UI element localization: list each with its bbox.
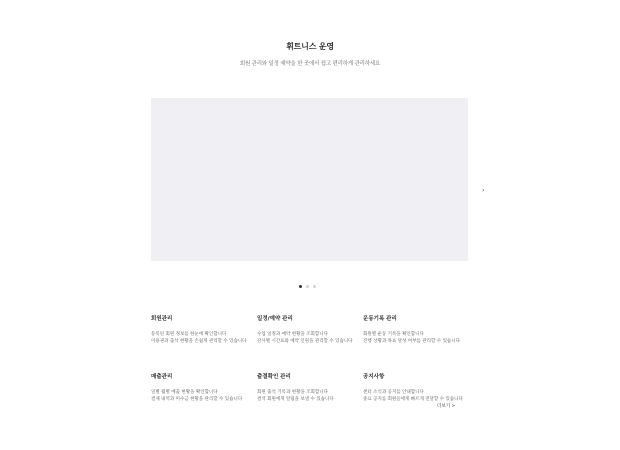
feature-title: 회원관리	[151, 316, 173, 322]
more-link[interactable]: 더보기 >	[437, 404, 456, 409]
feature-title: 일정/예약 관리	[257, 316, 293, 322]
carousel-dot[interactable]	[299, 285, 302, 288]
feature-title: 출결확인 관리	[257, 374, 291, 380]
carousel-dot[interactable]	[306, 285, 309, 288]
feature-desc-line: 진행 상황과 목표 달성 여부를 관리할 수 있습니다	[363, 339, 460, 344]
feature-grid	[151, 314, 471, 412]
feature-card-sales[interactable]	[151, 372, 257, 412]
feature-title: 공지사항	[363, 374, 385, 380]
feature-desc-line: 결제 내역과 미수금 현황을 관리할 수 있습니다	[151, 397, 243, 402]
feature-desc-line: 일별 월별 매출 현황을 확인합니다	[151, 390, 218, 395]
feature-card-schedule[interactable]	[257, 314, 363, 354]
feature-desc-line: 회원별 운동 기록을 확인합니다	[363, 332, 424, 337]
feature-desc-line: 수업 일정과 예약 현황을 조회합니다	[257, 332, 328, 337]
page-subtitle: 회원 관리와 일정 예약을 한 곳에서 쉽고 편리하게 관리하세요	[239, 61, 381, 67]
feature-desc-line: 강사별 시간표와 예약 인원을 관리할 수 있습니다	[257, 339, 353, 344]
carousel-dot[interactable]	[313, 285, 316, 288]
feature-desc-line: 회원 출석 기록과 현황을 조회합니다	[257, 390, 328, 395]
feature-card-attendance[interactable]	[257, 372, 363, 412]
feature-desc-line: 결석 회원에게 알림을 보낼 수 있습니다	[257, 397, 334, 402]
feature-card-members[interactable]	[151, 314, 257, 354]
page-title: 휘트니스 운영	[286, 42, 334, 51]
carousel-indicators	[299, 285, 316, 288]
carousel-next-button[interactable]: ›	[482, 187, 485, 194]
feature-desc-line: 이용권과 출석 현황을 손쉽게 관리할 수 있습니다	[151, 339, 247, 344]
feature-title: 운동기록 관리	[363, 316, 397, 322]
feature-card-workout[interactable]	[363, 314, 469, 354]
image-carousel[interactable]	[151, 98, 468, 261]
feature-desc-line: 등록된 회원 정보를 한눈에 확인합니다	[151, 332, 227, 337]
feature-desc-line: 센터 소식과 공지를 안내합니다	[363, 390, 424, 395]
feature-desc-line: 중요 공지를 회원들에게 빠르게 전달할 수 있습니다	[363, 397, 463, 402]
feature-title: 매출관리	[151, 374, 173, 380]
